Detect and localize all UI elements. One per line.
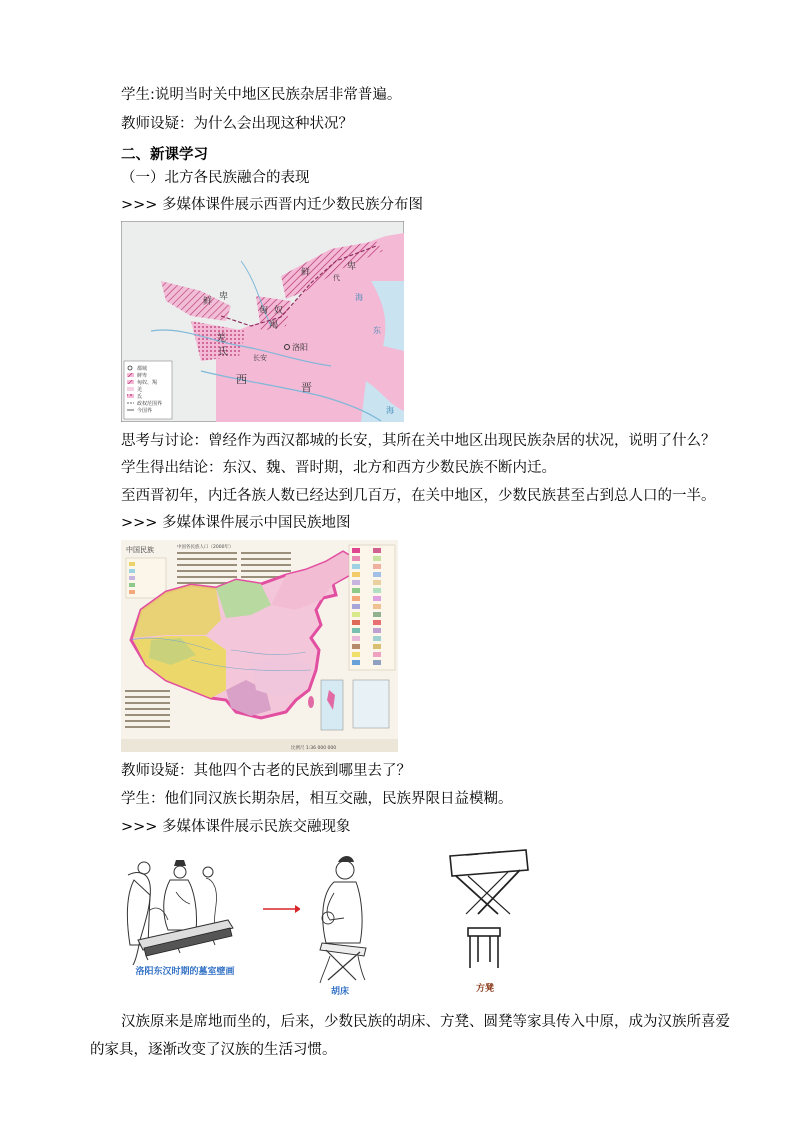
closing-paragraph-line-2: 的家具，逐渐改变了汉族的生活习惯。 <box>90 1042 337 1058</box>
map1-label-jie: 羯 <box>269 321 279 331</box>
legend-item: 匈奴、羯 <box>137 380 158 386</box>
fangdeng-illustration <box>438 836 533 998</box>
map2-table-title: 中国各民族人口（2000年） <box>177 545 234 550</box>
western-jin-map <box>121 221 404 422</box>
caption-fangdeng: 方凳 <box>475 984 495 994</box>
student-conclusion: 学生得出结论：东汉、魏、晋时期，北方和西方少数民族不断内迁。 <box>121 460 556 476</box>
legend-item: 氐 <box>137 394 143 400</box>
legend-item: 都城 <box>137 366 148 372</box>
legend-item: 今国界 <box>137 408 153 414</box>
caption-mural: 洛阳东汉时期的墓室壁画 <box>135 967 235 977</box>
map1-label-changan: 长安 <box>253 354 267 362</box>
map2-scale: 比例尺 1:36 000 000 <box>291 746 337 751</box>
mural-illustration <box>118 850 253 980</box>
map1-label-dong: 东 <box>373 326 381 335</box>
huchuang-illustration <box>300 848 385 998</box>
map1-label-jin: 晋 <box>301 381 312 394</box>
map1-label-qiang: 羌 <box>216 333 226 344</box>
discussion-question: 思考与讨论：曾经作为西汉都城的长安，其所在关中地区出现民族杂居的状况，说明了什么？ <box>121 433 716 449</box>
map1-label-di: 氐 <box>218 347 228 358</box>
legend-item: 羌 <box>137 387 143 393</box>
map1-legend <box>124 361 172 419</box>
map2-right-legend <box>349 545 395 670</box>
china-ethnic-map <box>121 540 398 752</box>
line-student-statement: 学生:说明当时关中地区民族杂居非常普遍。 <box>121 87 402 103</box>
legend-item: 鲜卑 <box>137 373 148 379</box>
map2-title: 中国民族 <box>126 546 154 554</box>
map1-label-xianbei2-b: 卑 <box>219 292 229 302</box>
map1-label-sea2: 海 <box>386 406 394 415</box>
multimedia-note-1: >>> 多媒体课件展示西晋内迁少数民族分布图 <box>121 197 424 213</box>
map1-label-luoyang: 洛阳 <box>292 343 308 352</box>
map1-label-xianbei2-a: 鲜 <box>203 297 213 307</box>
caption-huchuang: 胡床 <box>330 987 350 997</box>
legend-item: 政权范围界 <box>137 401 163 407</box>
multimedia-note-2: >>> 多媒体课件展示中国民族地图 <box>121 515 351 531</box>
multimedia-note-3: >>> 多媒体课件展示民族交融现象 <box>121 819 351 835</box>
closing-paragraph-line-1: 汉族原来是席地而坐的，后来，少数民族的胡床、方凳、圆凳等家具传入中原，成为汉族所喜爱 <box>121 1014 730 1030</box>
arrow-right-icon <box>262 903 302 915</box>
map1-label-xi: 西 <box>236 373 247 386</box>
section-heading: 二、新课学习 <box>121 147 208 163</box>
map1-label-dai: 代 <box>333 274 340 282</box>
map1-label-xianbei-a: 鲜 <box>301 268 311 278</box>
map1-label-xiongnu-a: 匈 <box>259 306 269 316</box>
map1-label-xianbei-b: 卑 <box>347 262 357 272</box>
population-statement: 至西晋初年，内迁各族人数已经达到几百万，在关中地区，少数民族甚至占到总人口的一半。 <box>121 488 716 504</box>
student-answer-2: 学生：他们同汉族长期杂居，相互交融，民族界限日益模糊。 <box>121 791 513 807</box>
map2-top-legend <box>126 558 166 598</box>
teacher-question-2: 教师设疑：其他四个古老的民族到哪里去了？ <box>121 763 411 779</box>
map1-label-sea1: 海 <box>355 293 363 302</box>
subsection-heading: （一）北方各民族融合的表现 <box>121 170 310 186</box>
line-teacher-question: 教师设疑：为什么会出现这种状况？ <box>121 116 353 132</box>
map1-label-xiongnu-b: 奴 <box>274 306 284 316</box>
